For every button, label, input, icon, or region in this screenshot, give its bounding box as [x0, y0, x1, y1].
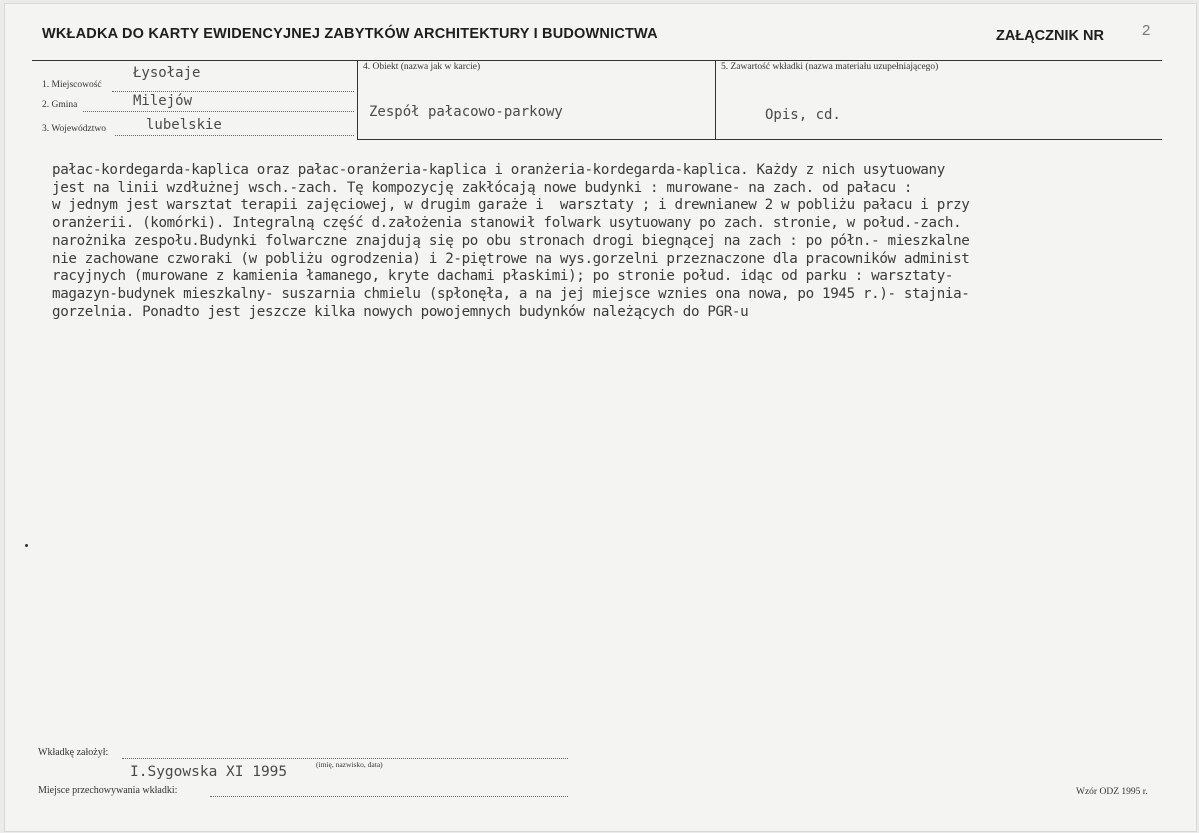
gmina-value: Milejów: [133, 93, 193, 109]
divider-left: [357, 60, 358, 140]
zawartosc-value: Opis, cd.: [765, 107, 841, 123]
zalozyl-hint: (imię, nazwisko, data): [316, 760, 383, 769]
description-line: magazyn-budynek mieszkalny- suszarnia chmielu (spłonęła, a na jej miejsce wznies ona nowa, po 1945 r.)- stajnia-: [52, 285, 970, 302]
description-line: w jednym jest warsztat terapii zajęciowej, w drugim garaże i warsztaty ; i drewnianew 2 w pobliżu pałacu i przy: [52, 197, 970, 214]
description-line: pałac-kordegarda-kaplica oraz pałac-oranżeria-kaplica i oranżeria-kordegarda-kaplica. Każdy z nich usytuowany: [52, 162, 945, 178]
miejscowosc-label: 1. Miejscowość: [42, 80, 102, 90]
miejscowosc-dotline: [112, 91, 354, 92]
description-line: jest na linii wzdłużnej wsch.-zach. Tę kompozycję zakłócają nowe budynki : murowane- na zach. od pałacu :: [52, 179, 913, 196]
zalozyl-dotline: [122, 758, 568, 759]
gmina-dotline: [83, 111, 354, 112]
gmina-label: 2. Gmina: [42, 100, 78, 110]
miejsce-label: Miejsce przechowywania wkładki:: [38, 785, 178, 796]
form-version: Wzór ODZ 1995 r.: [1076, 787, 1148, 797]
card-title: WKŁADKA DO KARTY EWIDENCYJNEJ ZABYTKÓW ARCHITEKTURY I BUDOWNICTWA: [42, 26, 658, 42]
miejsce-dotline: [210, 796, 568, 797]
description-line: nie zachowane czworaki (w pobliżu ogrodzenia) i 2-piętrowe na wys.gorzelni przeznaczone dla pracowników administ: [52, 250, 970, 267]
top-rule: [32, 60, 1162, 61]
stray-mark: [25, 544, 28, 547]
miejscowosc-value: Łysołaje: [133, 65, 201, 81]
attachment-label: ZAŁĄCZNIK NR: [996, 28, 1104, 44]
attachment-number: 2: [1142, 22, 1151, 39]
description-line: oranżerii. (komórki). Integralną część d.założenia stanowił folwark usytuowany po zach. stronie, w połud.-zach.: [52, 215, 962, 232]
obiekt-value: Zespół pałacowo-parkowy: [369, 104, 563, 120]
description-text: [52, 162, 1192, 321]
fields-bottom-rule: [358, 139, 1162, 140]
divider-right: [715, 60, 716, 140]
zawartosc-label: 5. Zawartość wkładki (nazwa materiału uzupełniającego): [721, 62, 939, 72]
zalozyl-label: Wkładkę założył:: [38, 747, 109, 758]
wojewodztwo-value: lubelskie: [146, 117, 222, 133]
wojewodztwo-dotline: [115, 135, 354, 136]
zalozyl-value: I.Sygowska XI 1995: [130, 764, 288, 780]
wojewodztwo-label: 3. Województwo: [42, 124, 106, 134]
description-line: narożnika zespołu.Budynki folwarczne znajdują się po obu stronach drogi biegnącej na zach : po półn.- mieszkalne: [52, 232, 970, 249]
description-line: gorzelnia. Ponadto jest jeszcze kilka nowych powojemnych budynków należących do PGR-u: [52, 303, 749, 320]
obiekt-label: 4. Obiekt (nazwa jak w karcie): [363, 62, 481, 72]
description-line: racyjnych (murowane z kamienia łamanego, kryte dachami płaskimi); po stronie połud. idąc od parku : warsztaty-: [52, 268, 954, 285]
